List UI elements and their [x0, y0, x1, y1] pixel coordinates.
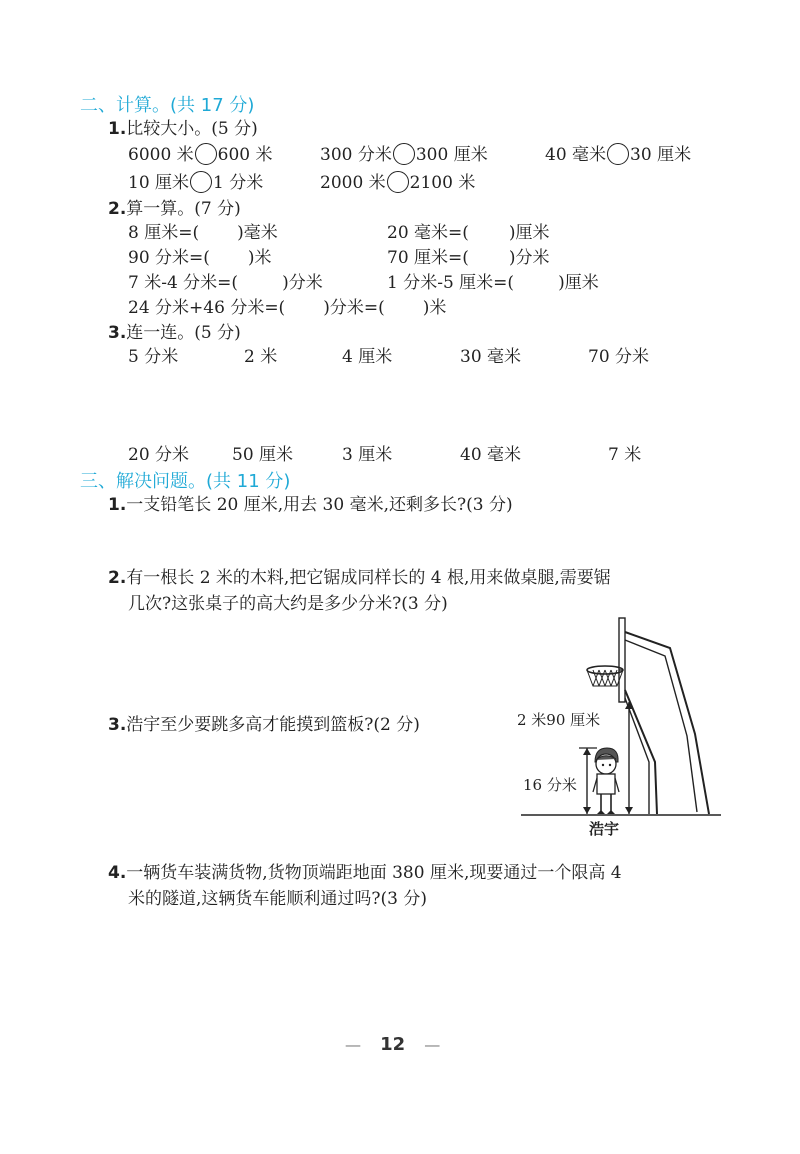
fill-suffix: )米: [247, 248, 272, 268]
compare-circle[interactable]: [190, 171, 212, 193]
hoop-support: [625, 632, 709, 814]
problem-number: 2.: [108, 568, 127, 588]
fill-item: [387, 222, 550, 244]
fill-item: [128, 272, 323, 294]
boy-height-label: 16 分米: [523, 776, 577, 794]
fill-suffix: )米: [422, 298, 447, 318]
fill-suffix: )毫米: [237, 223, 278, 243]
compare-left: 10 厘米: [128, 173, 190, 193]
compare-right: 30 厘米: [630, 145, 692, 165]
q2-number: 2.: [108, 199, 127, 219]
problem-text: 一支铅笔长 20 厘米,用去 30 毫米,还剩多长?(3 分): [126, 495, 513, 515]
section-3-title: 三、解决问题。(共 11 分): [80, 471, 291, 492]
q3-number: 3.: [108, 323, 127, 343]
compare-circle[interactable]: [387, 171, 409, 193]
match-bottom-item[interactable]: 50 厘米: [232, 445, 294, 465]
fill-item: [387, 272, 599, 294]
problem-2-line2: 几次?这张桌子的高大约是多少分米?(3 分): [128, 594, 448, 614]
compare-item: [128, 171, 263, 194]
problem-text: 一辆货车装满货物,货物顶端距地面 380 厘米,现要通过一个限高 4: [126, 863, 622, 883]
problem-text: 有一根长 2 米的木料,把它锯成同样长的 4 根,用来做桌腿,需要锯: [126, 568, 611, 588]
fill-suffix: )分米: [282, 273, 323, 293]
match-bottom-item[interactable]: 20 分米: [128, 445, 190, 465]
match-bottom-item[interactable]: 40 毫米: [460, 445, 522, 465]
q1-number: 1.: [108, 119, 127, 139]
problem-4-line2: 米的隧道,这辆货车能顺利通过吗?(3 分): [128, 889, 428, 909]
compare-left: 6000 米: [128, 145, 194, 165]
compare-left: 300 分米: [320, 145, 392, 165]
boy-name-label: 浩宇: [589, 820, 620, 838]
q2-heading: [108, 198, 241, 220]
fill-prefix: 20 毫米=(: [387, 223, 469, 243]
page-footer: [345, 1034, 440, 1055]
problem-4: [108, 862, 622, 884]
footer-dash-right: —: [424, 1035, 441, 1054]
fill-prefix: 7 米-4 分米=(: [128, 273, 239, 293]
match-top-item[interactable]: 4 厘米: [342, 347, 393, 367]
fill-prefix: 24 分米+46 分米=(: [128, 298, 286, 318]
fill-suffix: )厘米: [558, 273, 599, 293]
problem-3: [108, 714, 420, 736]
compare-right: 2100 米: [409, 173, 476, 193]
fill-item: [387, 247, 550, 269]
fill-item: [128, 222, 278, 244]
problem-number: 1.: [108, 495, 127, 515]
problem-1: [108, 494, 513, 516]
fill-item: [128, 297, 446, 319]
fill-prefix: 70 厘米=(: [387, 248, 469, 268]
compare-item: [320, 143, 488, 166]
q1-heading: [108, 118, 258, 140]
match-top-item[interactable]: 5 分米: [128, 347, 179, 367]
footer-dash-left: —: [345, 1035, 361, 1054]
compare-right: 600 米: [217, 145, 273, 165]
fill-item: [128, 247, 272, 269]
fill-prefix: 1 分米-5 厘米=(: [387, 273, 515, 293]
match-top-item[interactable]: 2 米: [244, 347, 278, 367]
compare-right: 1 分米: [213, 173, 264, 193]
compare-circle[interactable]: [393, 143, 415, 165]
fill-prefix: 90 分米=(: [128, 248, 210, 268]
match-bottom-item[interactable]: 7 米: [608, 445, 642, 465]
q2-text: 算一算。(7 分): [126, 199, 241, 219]
fill-suffix: )分米: [508, 248, 550, 268]
fill-suffix: )厘米: [508, 223, 550, 243]
backboard: [619, 618, 625, 702]
boy-figure: [593, 748, 619, 814]
compare-left: 2000 米: [320, 173, 386, 193]
q3-text: 连一连。(5 分): [126, 323, 241, 343]
match-top-item[interactable]: 30 毫米: [460, 347, 522, 367]
height-label: 2 米90 厘米: [517, 711, 601, 729]
match-top-item[interactable]: 70 分米: [588, 347, 650, 367]
compare-item: [128, 143, 273, 166]
problem-number: 3.: [108, 715, 127, 735]
compare-left: 40 毫米: [545, 145, 607, 165]
fill-middle: )分米=(: [323, 298, 385, 318]
compare-circle[interactable]: [607, 143, 629, 165]
problem-2: [108, 567, 611, 589]
compare-right: 300 厘米: [415, 145, 488, 165]
section-2-title: 二、计算。(共 17 分): [80, 95, 255, 116]
q1-text: 比较大小。(5 分): [126, 119, 258, 139]
compare-circle[interactable]: [195, 143, 217, 165]
basketball-hoop-figure: [515, 612, 725, 844]
compare-item: [545, 143, 691, 166]
problem-number: 4.: [108, 863, 127, 883]
compare-item: [320, 171, 475, 194]
q3-heading: [108, 322, 241, 344]
page-number: 12: [380, 1034, 406, 1055]
problem-text: 浩宇至少要跳多高才能摸到篮板?(2 分): [126, 715, 420, 735]
match-bottom-item[interactable]: 3 厘米: [342, 445, 393, 465]
fill-prefix: 8 厘米=(: [128, 223, 200, 243]
